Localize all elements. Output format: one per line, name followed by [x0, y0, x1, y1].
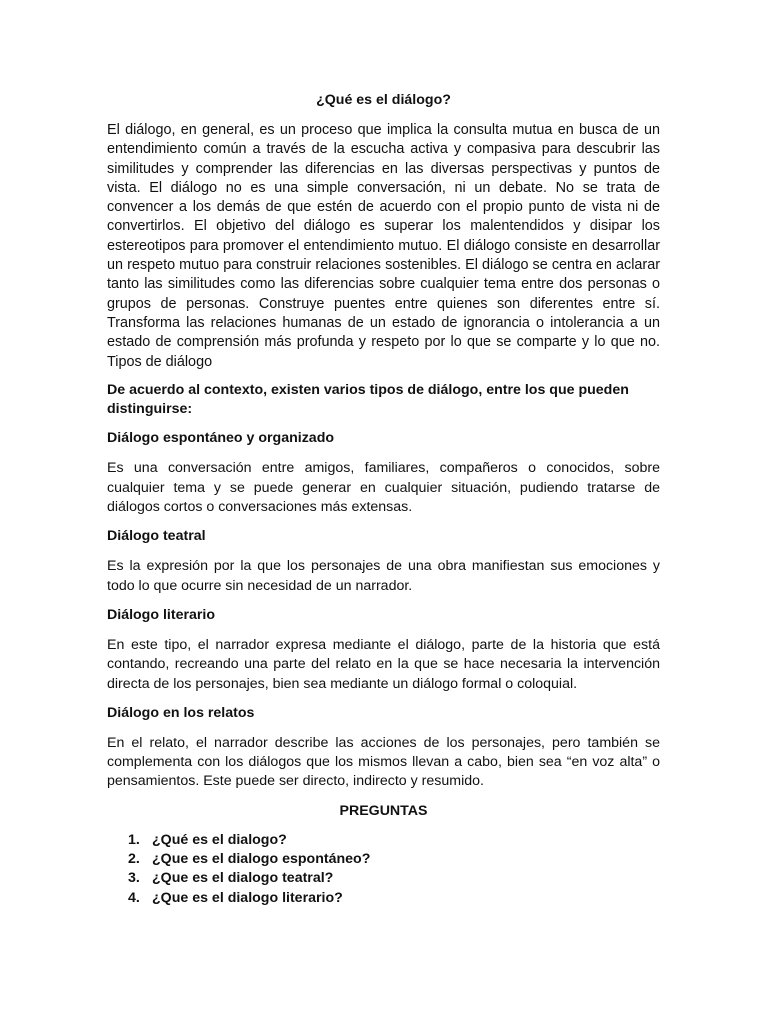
section-text-relatos: En el relato, el narrador describe las acciones de los personajes, pero también se complementa con los diálogos que los mismos llevan a cabo, bien sea “en voz alta” o pensamientos. Este puede ser directo, indirecto y resumido.: [107, 734, 660, 790]
questions-list: [107, 831, 660, 908]
document-title: ¿Qué es el diálogo?: [316, 92, 451, 108]
section-heading-teatral: Diálogo teatral: [107, 528, 206, 545]
lead-paragraph: De acuerdo al contexto, existen varios tipos de diálogo, entre los que pueden distinguirse:: [107, 381, 629, 418]
question-number: 1.: [128, 831, 140, 848]
intro-paragraph: El diálogo, en general, es un proceso que implica la consulta mutua en busca de un entendimiento común a través de la escucha activa y compasiva para descubrir las similitudes y comprender las diferencias en las diversas perspectivas y puntos de vista. El diálogo no es una simple conversación, ni un debate. No se trata de convencer a los demás de que estén de acuerdo con el propio punto de vista ni de convertirlos. El objetivo del diálogo es superar los malentendidos y disipar los estereotipos para promover el entendimiento mutuo. El diálogo consiste en desarrollar un respeto mutuo para construir relaciones sostenibles. El diálogo se centra en aclarar tanto las similitudes como las diferencias sobre cualquier tema entre dos personas o grupos de personas. Construye puentes entre quienes son diferentes entre sí. Transforma las relaciones humanas de un estado de ignorancia o intolerancia a un estado de comprensión más profunda y respeto por lo que se comparte y lo que no. Tipos de diálogo: [107, 122, 660, 370]
section-text-literario: En este tipo, el narrador expresa mediante el diálogo, parte de la historia que está contando, recreando una parte del relato en la que se hace necesaria la intervención directa de los personajes, bien sea mediante un diálogo formal o coloquial.: [107, 636, 660, 692]
question-text: ¿Que es el dialogo literario?: [152, 889, 343, 906]
question-number: 3.: [128, 870, 140, 887]
question-item: [128, 869, 660, 888]
question-number: 4.: [128, 889, 140, 906]
section-heading-espontaneo: Diálogo espontáneo y organizado: [107, 430, 335, 447]
section-text-espontaneo: Es una conversación entre amigos, familiares, compañeros o conocidos, sobre cualquier tema y se puede generar en cualquier situación, pudiendo tratarse de diálogos cortos o conversaciones más extensas.: [107, 460, 660, 516]
question-text: ¿Qué es el dialogo?: [152, 831, 287, 848]
section-heading-literario: Diálogo literario: [107, 606, 215, 623]
question-number: 2.: [128, 851, 140, 868]
question-item: [128, 850, 660, 869]
section-heading-relatos: Diálogo en los relatos: [107, 704, 255, 721]
section-text-teatral: Es la expresión por la que los personajes de una obra manifiestan sus emociones y todo lo que ocurre sin necesidad de un narrador.: [107, 558, 660, 594]
question-text: ¿Que es el dialogo teatral?: [152, 870, 334, 887]
question-item: [128, 889, 660, 908]
questions-title: PREGUNTAS: [339, 802, 428, 819]
question-item: [128, 831, 660, 850]
question-text: ¿Que es el dialogo espontáneo?: [152, 851, 371, 868]
